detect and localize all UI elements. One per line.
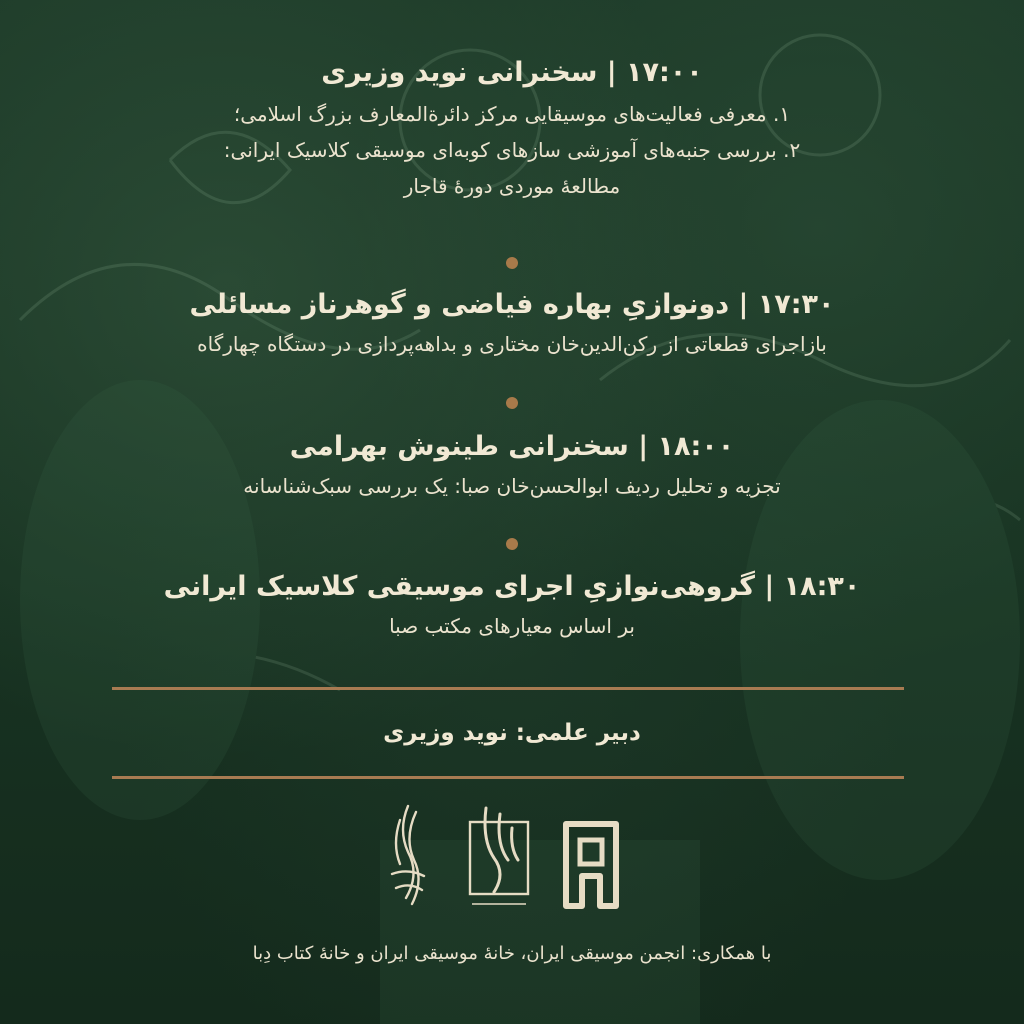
- anjoman-moosighi-icon: [378, 800, 438, 920]
- anjoman-moosighi-logo: [378, 800, 438, 920]
- session-3-line-1: تجزیه و تحلیل ردیف ابوالحسن‌خان صبا: یک بررسی سبک‌شناسانه: [243, 474, 781, 498]
- session-2-line-1: بازاجرای قطعاتی از رکن‌الدین‌خان مختاری و بداهه‌پردازی در دستگاه چهارگاه: [197, 332, 827, 356]
- separator-dot-3: [506, 538, 518, 550]
- session-1-line-1: ۱. معرفی فعالیت‌های موسیقایی مرکز دائرةالمعارف بزرگ اسلامی؛: [233, 102, 791, 126]
- session-4-title: ۱۸:۳۰ | گروهی‌نوازیِ اجرای موسیقی کلاسیک ایرانی: [163, 571, 861, 602]
- khaneh-ketab-daba-logo: [562, 820, 620, 910]
- divider-top: [112, 687, 904, 690]
- scientific-editor: [60, 718, 964, 748]
- session-2: [60, 288, 964, 362]
- khaneh-moosighi-icon: [464, 800, 534, 916]
- scientific-editor-label: دبیر علمی: نوید وزیری: [383, 720, 641, 746]
- separator-dot-1: [506, 257, 518, 269]
- session-3: [60, 430, 964, 504]
- session-3-title: ۱۸:۰۰ | سخنرانی طینوش بهرامی: [289, 431, 735, 462]
- session-1: [60, 56, 964, 204]
- session-1-title: ۱۷:۰۰ | سخنرانی نوید وزیری: [321, 57, 703, 88]
- session-1-line-2: ۲. بررسی جنبه‌های آموزشی سازهای کوبه‌ای موسیقی کلاسیک ایرانی:: [223, 138, 801, 162]
- session-2-title: ۱۷:۳۰ | دونوازیِ بهاره فیاضی و گوهرناز مسائلی: [189, 289, 835, 320]
- session-4: [60, 570, 964, 644]
- khaneh-ketab-daba-icon: [562, 820, 620, 910]
- session-4-line-1: بر اساس معیارهای مکتب صبا: [389, 614, 635, 638]
- collaboration-text: با همکاری: انجمن موسیقی ایران، خانهٔ موسیقی ایران و خانهٔ کتاب دِبا: [252, 943, 772, 964]
- session-1-line-3: مطالعهٔ موردی دورهٔ قاجار: [403, 174, 621, 198]
- footer: [60, 940, 964, 968]
- divider-bottom: [112, 776, 904, 779]
- khaneh-moosighi-logo: [464, 800, 534, 916]
- separator-dot-2: [506, 397, 518, 409]
